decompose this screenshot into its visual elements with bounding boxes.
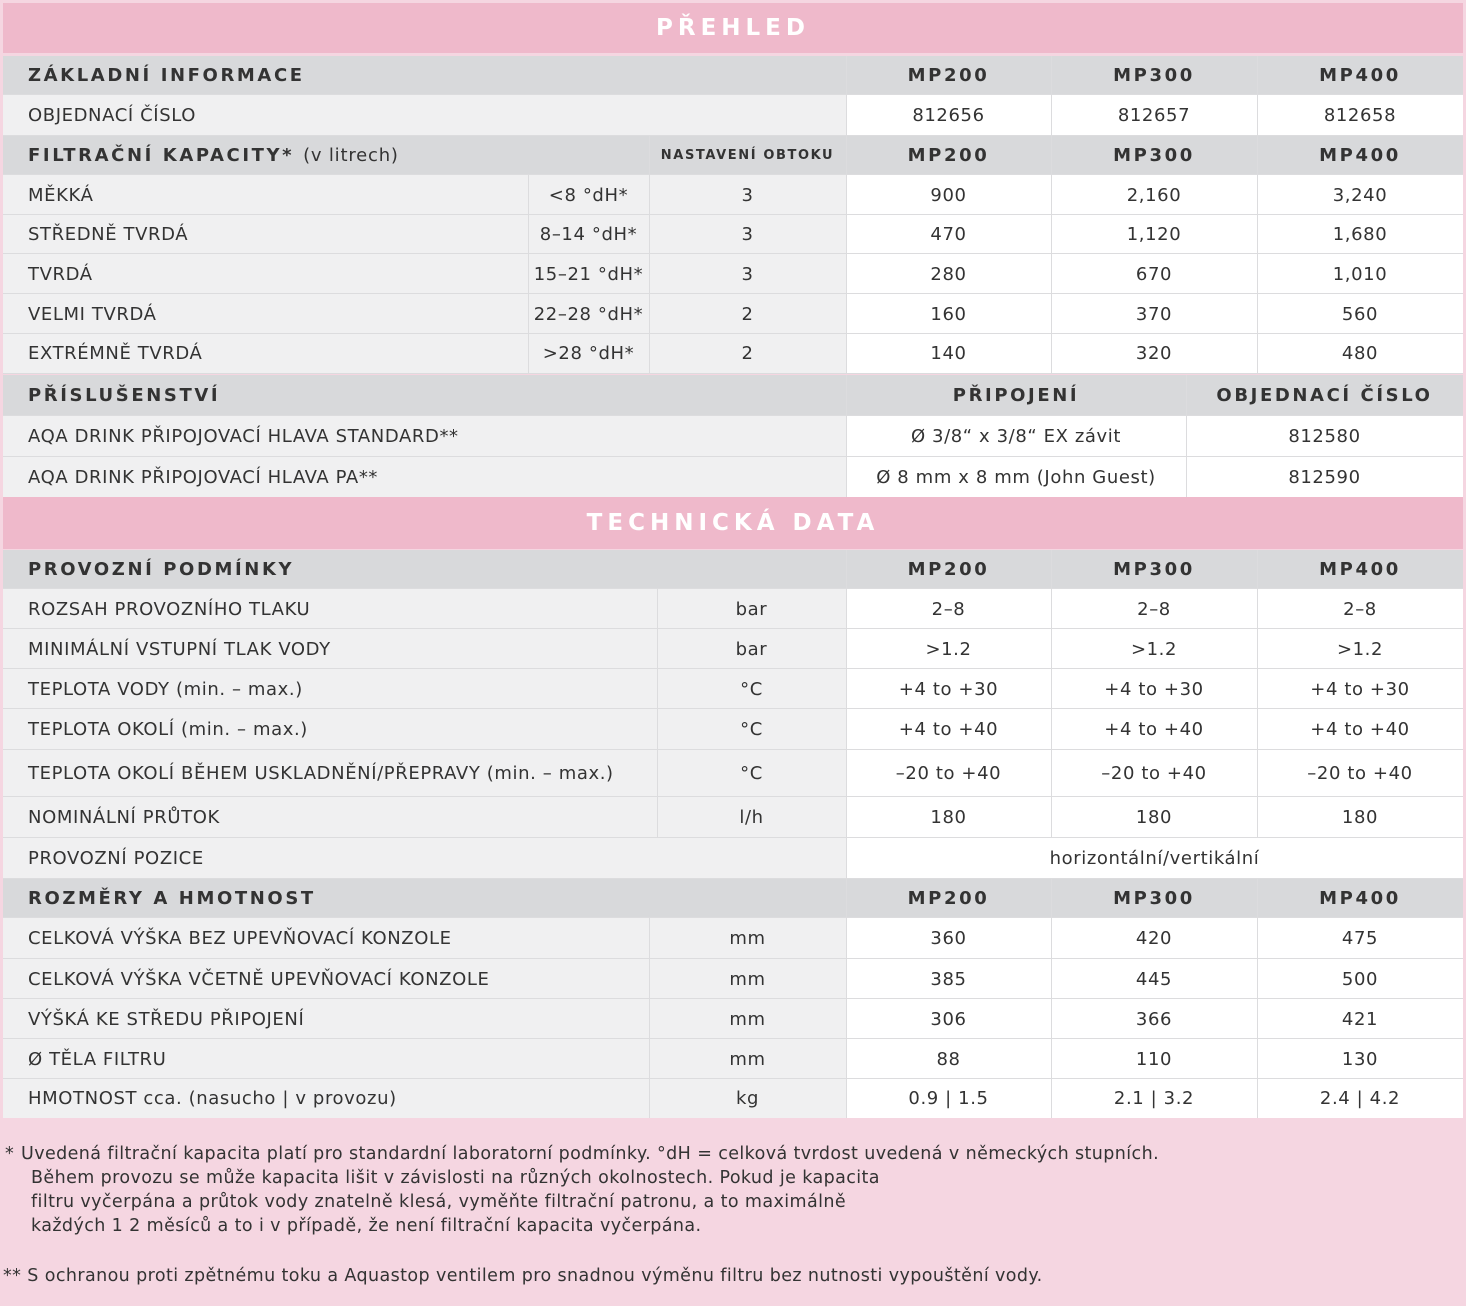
accessory-row [3, 416, 1463, 457]
row-divider [3, 174, 1463, 175]
capacity-title: FILTRAČNÍ KAPACITY* [28, 144, 295, 166]
parameter-value: –20 to +40 [846, 750, 1051, 797]
column-divider [649, 918, 650, 1118]
dimension-value: 2.4 | 4.2 [1257, 1079, 1463, 1118]
parameter-name: TEPLOTA VODY (min. – max.) [28, 678, 303, 700]
dimension-value: 445 [1051, 959, 1257, 999]
capacity-value: 900 [846, 175, 1051, 215]
column-divider [528, 175, 529, 373]
parameter-value: +4 to +40 [1257, 709, 1463, 750]
dimension-unit: mm [729, 1048, 766, 1070]
capacity-value: 480 [1257, 334, 1463, 373]
dimension-unit: mm [729, 928, 766, 949]
column-divider [1257, 550, 1258, 838]
basic-info-header [3, 56, 1463, 94]
dimension-value: 0.9 | 1.5 [846, 1079, 1051, 1118]
column-divider [1051, 879, 1052, 1118]
parameter-value: >1.2 [1051, 629, 1257, 669]
bypass-value: 3 [741, 263, 754, 285]
operating-row [3, 797, 1463, 838]
dimension-name: HMOTNOST cca. (nasucho | v provozu) [28, 1088, 397, 1109]
accessory-row [3, 457, 1463, 497]
column-divider [846, 550, 847, 1118]
dimension-name: CELKOVÁ VÝŠKA BEZ UPEVŇOVACÍ KONZOLE [28, 928, 452, 949]
capacity-label [3, 136, 649, 174]
operating-row [3, 750, 1463, 797]
column-divider [657, 589, 658, 838]
row-divider [3, 878, 1463, 879]
row-divider [3, 749, 1463, 750]
model-header: MP200 [907, 887, 990, 909]
parameter-value: 180 [846, 797, 1051, 838]
capacity-value: 1,010 [1257, 254, 1463, 294]
parameter-value: 2–8 [1257, 589, 1463, 629]
parameter-value: >1.2 [1257, 629, 1463, 669]
dimension-value: 110 [1051, 1039, 1257, 1079]
row-divider [3, 253, 1463, 254]
dimension-value: 420 [1051, 918, 1257, 959]
parameter-unit: bar [735, 598, 768, 620]
capacity-row [3, 215, 1463, 254]
dimension-value: 88 [846, 1039, 1051, 1079]
model-header: MP400 [1319, 887, 1401, 909]
row-divider [3, 373, 1463, 374]
capacity-value: 280 [846, 254, 1051, 294]
footnote-marker: * [5, 1144, 15, 1164]
dimension-value: 2.1 | 3.2 [1051, 1079, 1257, 1118]
row-divider [3, 958, 1463, 959]
parameter-value: >1.2 [846, 629, 1051, 669]
dimension-row [3, 959, 1463, 999]
basic-info-label: ZÁKLADNÍ INFORMACE [28, 64, 305, 86]
model-header: MP200 [907, 64, 990, 86]
bypass-value: 3 [741, 184, 754, 206]
operating-row [3, 709, 1463, 750]
model-header: MP300 [1113, 558, 1195, 580]
capacity-row [3, 254, 1463, 294]
footnote-line: Během provozu se může kapacita lišit v závislosti na různých okolnostech. Pokud je kapacita [31, 1168, 880, 1188]
hardness-name: TVRDÁ [28, 263, 93, 285]
operating-position-label: PROVOZNÍ POZICE [28, 847, 204, 869]
dimension-value: 366 [1051, 999, 1257, 1039]
row-divider [3, 917, 1463, 918]
model-header: MP400 [1319, 144, 1401, 166]
column-divider [1186, 375, 1187, 497]
capacity-unit: (v litrech) [303, 144, 399, 166]
dimension-value: 360 [846, 918, 1051, 959]
accessory-name: AQA DRINK PŘIPOJOVACÍ HLAVA PA** [28, 466, 379, 488]
dimension-unit: mm [729, 1008, 766, 1030]
hardness-name: EXTRÉMNĚ TVRDÁ [28, 343, 203, 364]
overview-title: PŘEHLED [656, 15, 810, 41]
parameter-value: +4 to +30 [1257, 669, 1463, 709]
row-divider [3, 94, 1463, 95]
model-header: MP200 [907, 144, 990, 166]
parameter-name: TEPLOTA OKOLÍ (min. – max.) [28, 719, 308, 740]
dimension-value: 475 [1257, 918, 1463, 959]
row-divider [3, 415, 1463, 416]
parameter-unit: bar [735, 638, 768, 660]
operating-position-row [3, 838, 1463, 878]
order-number-value: 812657 [1051, 95, 1257, 135]
order-number-value: 812656 [846, 95, 1051, 135]
dimension-value: 130 [1257, 1039, 1463, 1079]
hardness-name: VELMI TVRDÁ [28, 303, 157, 325]
capacity-value: 3,240 [1257, 175, 1463, 215]
footnote-line: každých 1 2 měsíců a to i v případě, že není filtrační kapacita vyčerpána. [31, 1216, 702, 1236]
operating-position-value: horizontální/vertikální [846, 838, 1463, 878]
dimension-unit: kg [735, 1088, 760, 1109]
column-divider [846, 375, 847, 497]
dimension-name: Ø TĚLA FILTRU [28, 1048, 167, 1070]
dimension-row [3, 1039, 1463, 1079]
parameter-value: 180 [1257, 797, 1463, 838]
row-divider [3, 998, 1463, 999]
parameter-unit: °C [740, 719, 763, 740]
model-header: MP400 [1319, 558, 1401, 580]
parameter-unit: °C [740, 678, 763, 700]
dimensions-header [3, 879, 1463, 917]
bypass-value: 2 [741, 343, 754, 364]
column-divider [1051, 56, 1052, 373]
operating-row [3, 589, 1463, 629]
row-divider [3, 135, 1463, 136]
parameter-value: +4 to +30 [1051, 669, 1257, 709]
hardness-range: 8–14 °dH* [539, 224, 638, 245]
accessory-order: 812590 [1186, 457, 1463, 497]
row-divider [3, 837, 1463, 838]
parameter-unit: °C [740, 763, 763, 784]
column-divider [1051, 550, 1052, 838]
dimension-name: CELKOVÁ VÝŠKA VČETNĚ UPEVŇOVACÍ KONZOLE [28, 968, 490, 990]
dimension-value: 306 [846, 999, 1051, 1039]
accessory-order: 812580 [1186, 416, 1463, 457]
parameter-value: 2–8 [846, 589, 1051, 629]
capacity-header [3, 136, 1463, 174]
accessory-connection: Ø 3/8“ x 3/8“ EX závit [846, 416, 1186, 457]
dimensions-label: ROZMĚRY A HMOTNOST [28, 887, 316, 909]
hardness-range: <8 °dH* [548, 184, 629, 206]
operating-label: PROVOZNÍ PODMÍNKY [28, 558, 295, 580]
model-header: MP300 [1113, 887, 1195, 909]
hardness-name: STŘEDNĚ TVRDÁ [28, 224, 189, 245]
dimension-value: 385 [846, 959, 1051, 999]
capacity-value: 1,680 [1257, 215, 1463, 254]
operating-header [3, 550, 1463, 588]
model-header: MP300 [1113, 64, 1195, 86]
row-divider [3, 668, 1463, 669]
technical-band [3, 497, 1463, 549]
operating-row [3, 629, 1463, 669]
model-header: MP300 [1113, 144, 1195, 166]
parameter-name: NOMINÁLNÍ PRŮTOK [28, 807, 220, 828]
column-divider [1257, 56, 1258, 373]
dimension-name: VÝŠKÁ KE STŘEDU PŘIPOJENÍ [28, 1008, 305, 1030]
footnote-line: filtru vyčerpána a průtok vody znatelně klesá, vyměňte filtrační patronu, a to maximálně [31, 1192, 847, 1212]
hardness-name: MĚKKÁ [28, 184, 94, 206]
row-divider [3, 1038, 1463, 1039]
parameter-value: +4 to +40 [1051, 709, 1257, 750]
column-divider [1257, 879, 1258, 1118]
accessories-label: PŘÍSLUŠENSTVÍ [28, 384, 221, 406]
capacity-row [3, 175, 1463, 215]
capacity-row [3, 294, 1463, 334]
capacity-value: 320 [1051, 334, 1257, 373]
parameter-value: –20 to +40 [1051, 750, 1257, 797]
parameter-unit: l/h [739, 807, 764, 828]
overview-band [3, 3, 1463, 53]
parameter-name: ROZSAH PROVOZNÍHO TLAKU [28, 598, 311, 620]
capacity-value: 670 [1051, 254, 1257, 294]
accessory-name: AQA DRINK PŘIPOJOVACÍ HLAVA STANDARD** [28, 426, 459, 447]
model-header: MP400 [1319, 64, 1401, 86]
parameter-value: 180 [1051, 797, 1257, 838]
row-divider [3, 588, 1463, 589]
parameter-value: 2–8 [1051, 589, 1257, 629]
capacity-value: 160 [846, 294, 1051, 334]
footnote-line: Uvedená filtrační kapacita platí pro standardní laboratorní podmínky. °dH = celková tvrdost uvedená v německých stupních. [21, 1144, 1160, 1164]
order-number-value: 812658 [1257, 95, 1463, 135]
capacity-value: 140 [846, 334, 1051, 373]
technical-title: TECHNICKÁ DATA [586, 510, 880, 536]
hardness-range: >28 °dH* [542, 343, 635, 364]
dimension-row [3, 918, 1463, 959]
parameter-value: +4 to +40 [846, 709, 1051, 750]
dimension-value: 421 [1257, 999, 1463, 1039]
bypass-value: 3 [741, 224, 754, 245]
connection-header: PŘIPOJENÍ [952, 384, 1080, 406]
capacity-value: 2,160 [1051, 175, 1257, 215]
accessories-header [3, 375, 1463, 415]
capacity-value: 470 [846, 215, 1051, 254]
accessory-connection: Ø 8 mm x 8 mm (John Guest) [846, 457, 1186, 497]
row-divider [3, 1078, 1463, 1079]
model-header: MP200 [907, 558, 990, 580]
parameter-value: –20 to +40 [1257, 750, 1463, 797]
hardness-range: 22–28 °dH* [533, 303, 644, 325]
capacity-value: 1,120 [1051, 215, 1257, 254]
dimension-unit: mm [729, 968, 766, 990]
row-divider [3, 708, 1463, 709]
row-divider [3, 214, 1463, 215]
capacity-value: 370 [1051, 294, 1257, 334]
parameter-name: TEPLOTA OKOLÍ BĚHEM USKLADNĚNÍ/PŘEPRAVY (min. – max.) [28, 763, 614, 784]
capacity-row [3, 334, 1463, 373]
dimension-value: 500 [1257, 959, 1463, 999]
accessory-order-header: OBJEDNACÍ ČÍSLO [1216, 384, 1433, 406]
row-divider [3, 456, 1463, 457]
parameter-name: MINIMÁLNÍ VSTUPNÍ TLAK VODY [28, 638, 331, 660]
operating-row [3, 669, 1463, 709]
order-number-label: OBJEDNACÍ ČÍSLO [28, 104, 196, 126]
dimension-row [3, 999, 1463, 1039]
row-divider [3, 628, 1463, 629]
capacity-value: 560 [1257, 294, 1463, 334]
footnote-accessories: ** S ochranou proti zpětnému toku a Aquastop ventilem pro snadnou výměnu filtru bez nutnosti vypouštění vody. [3, 1266, 1043, 1286]
column-divider [846, 56, 847, 373]
order-number-row [3, 95, 1463, 135]
bypass-value: 2 [741, 303, 754, 325]
row-divider [3, 796, 1463, 797]
hardness-range: 15–21 °dH* [533, 263, 644, 285]
parameter-value: +4 to +30 [846, 669, 1051, 709]
row-divider [3, 333, 1463, 334]
bypass-label: NASTAVENÍ OBTOKU [660, 147, 835, 163]
dimension-row [3, 1079, 1463, 1118]
row-divider [3, 293, 1463, 294]
column-divider [649, 136, 650, 373]
